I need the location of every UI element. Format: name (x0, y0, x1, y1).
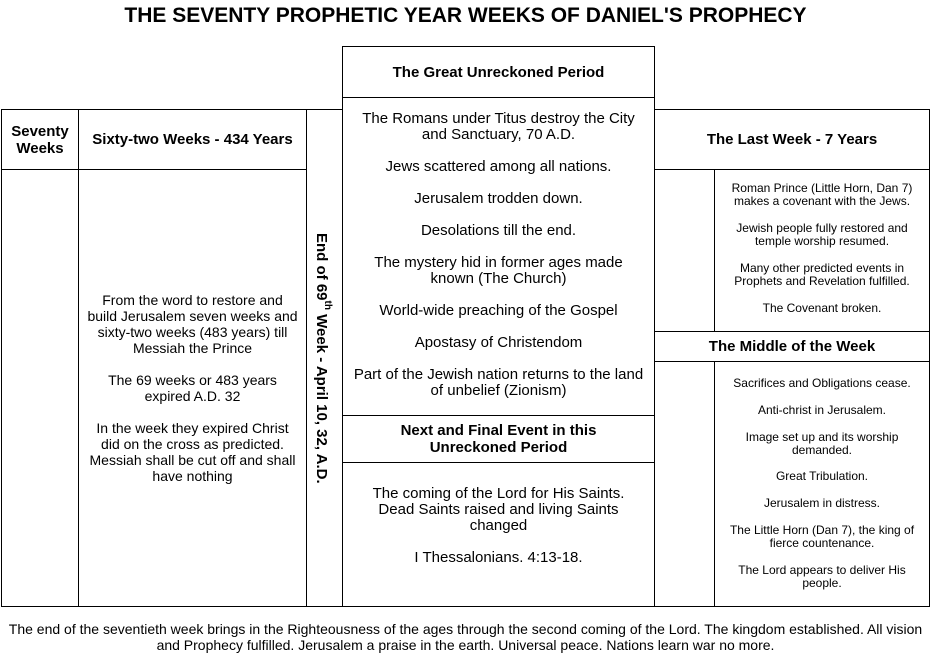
first-half-item: Many other predicted events in Prophets and Revelation fulfilled. (734, 261, 910, 288)
sixty-two-weeks-body (78, 169, 307, 607)
seventy-weeks-body (1, 169, 79, 607)
end-of-69th-prefix: End of 69 (313, 232, 330, 301)
first-half-list (714, 169, 930, 332)
unreckoned-header-label: The Great Unreckoned Period (392, 63, 605, 81)
seventy-weeks-header-label: Seventy Weeks (11, 122, 69, 157)
unreckoned-item: Apostasy of Christendom (414, 334, 583, 351)
next-event-item: I Thessalonians. 4:13-18. (414, 549, 583, 566)
sixty-two-weeks-header-label: Sixty-two Weeks - 434 Years (92, 131, 293, 148)
first-half-item: Jewish people fully restored and temple worship resumed. (736, 221, 908, 248)
end-of-69th-week (306, 109, 343, 607)
unreckoned-item: Desolations till the end. (420, 222, 577, 239)
first-half-item: The Covenant broken. (762, 301, 882, 315)
second-half-item: The Lord appears to deliver His people. (738, 562, 906, 590)
last-week-header (654, 109, 930, 170)
sixty-two-weeks-header (78, 109, 307, 170)
second-half-item: Sacrifices and Obligations cease. (733, 376, 911, 390)
seventy-weeks-header (1, 109, 79, 170)
second-half-item: Great Tribulation. (775, 469, 869, 484)
sixty-two-weeks-paragraph-3: In the week they expired Christ did on the cross as predicted. Messiah shall be cut off and shall have nothing (89, 420, 296, 484)
middle-of-week-header (654, 331, 930, 362)
first-half-item: Roman Prince (Little Horn, Dan 7) makes a covenant with the Jews. (731, 181, 913, 208)
unreckoned-item: Part of the Jewish nation returns to the land of unbelief (Zionism) (353, 366, 644, 399)
middle-of-week-header-label: The Middle of the Week (708, 338, 876, 355)
second-half-list (714, 361, 930, 607)
unreckoned-item: World-wide preaching of the Gospel (379, 302, 618, 319)
unreckoned-item: The Romans under Titus destroy the City and Sanctuary, 70 A.D. (362, 110, 635, 143)
next-event-item: The coming of the Lord for His Saints. Dead Saints raised and living Saints changed (372, 485, 625, 534)
next-event-header-label: Next and Final Event in this Unreckoned Period (400, 422, 597, 456)
footer-text: The end of the seventieth week brings in the Righteousness of the ages through the second coming of the Lord. The kingdom established. All vision and Prophecy fulfilled. Jerusalem a praise in the earth. Universal peace. Nations learn war no more. (8, 621, 923, 653)
unreckoned-header (342, 46, 655, 98)
end-of-69th-suffix: Week - April 10, 32, A.D. (313, 309, 330, 484)
second-half-item: Image set up and its worship demanded. (745, 429, 899, 457)
sixty-two-weeks-paragraph-2: The 69 weeks or 483 years expired A.D. 32 (108, 372, 277, 404)
unreckoned-item: Jerusalem trodden down. (414, 190, 583, 207)
second-half-item: Jerusalem in distress. (763, 496, 881, 511)
second-half-label (654, 361, 715, 607)
second-half-item: The Little Horn (Dan 7), the king of fierce countenance. (729, 523, 915, 551)
page-title: THE SEVENTY PROPHETIC YEAR WEEKS OF DANIEL'S PROPHECY (124, 4, 807, 27)
end-of-69th-sup: th (322, 300, 333, 310)
second-half-item: Anti-christ in Jerusalem. (757, 402, 887, 417)
first-half-label (654, 169, 715, 332)
unreckoned-item: The mystery hid in former ages made known (The Church) (374, 254, 623, 287)
sixty-two-weeks-paragraph-1: From the word to restore and build Jerusalem seven weeks and sixty-two weeks (483 years) till Messiah the Prince (87, 292, 298, 356)
last-week-header-label: The Last Week - 7 Years (706, 131, 878, 148)
end-of-69th-week-label (313, 233, 336, 484)
unreckoned-item: Jews scattered among all nations. (385, 158, 612, 175)
